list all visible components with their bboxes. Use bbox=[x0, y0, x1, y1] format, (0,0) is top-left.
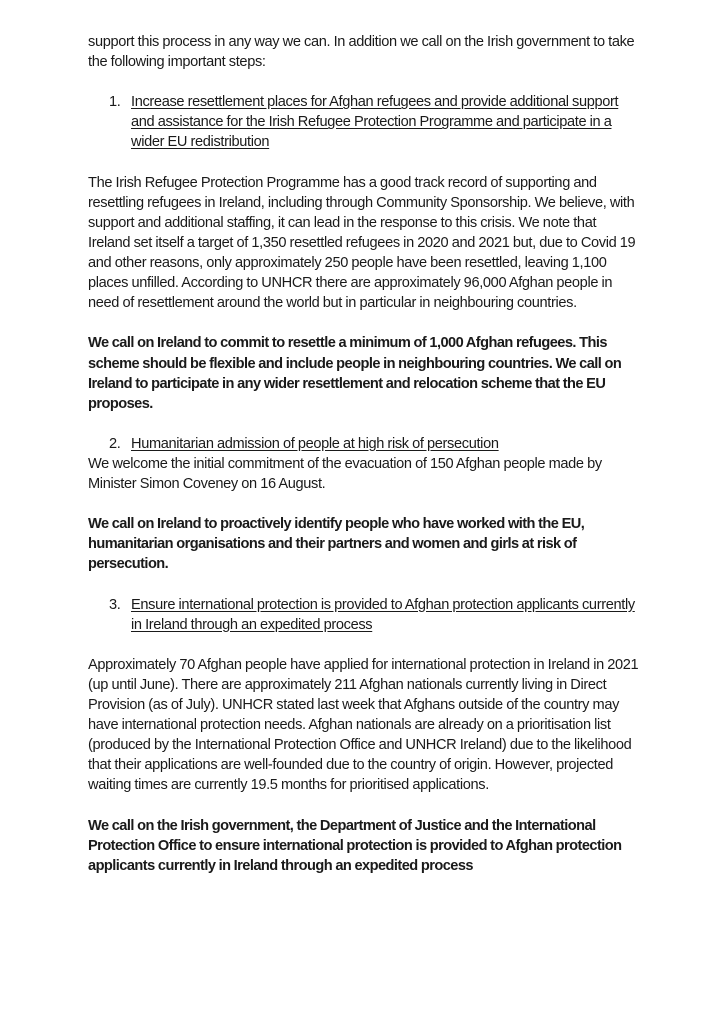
spacer bbox=[88, 575, 640, 595]
list-number: 3. bbox=[109, 596, 121, 613]
list-number: 2. bbox=[109, 435, 121, 452]
spacer bbox=[88, 494, 640, 514]
spacer bbox=[88, 635, 640, 655]
section-heading: Humanitarian admission of people at high risk of persecution bbox=[131, 435, 499, 452]
list-number: 1. bbox=[109, 94, 121, 111]
spacer bbox=[88, 414, 640, 434]
list-item-3 bbox=[88, 595, 640, 635]
section-body: We welcome the initial commitment of the evacuation of 150 Afghan people made by Minister Simon Coveney on 16 August. bbox=[88, 455, 602, 493]
spacer bbox=[88, 153, 640, 173]
call-to-action: We call on the Irish government, the Department of Justice and the International Protection Office to ensure international protection is provided to Afghan protection applicants currently in Ireland through an expedited process bbox=[88, 817, 622, 874]
spacer bbox=[88, 72, 640, 92]
spacer bbox=[88, 313, 640, 333]
intro-paragraph: support this process in any way we can. In addition we call on the Irish government to take the following important steps: bbox=[88, 34, 635, 71]
spacer bbox=[88, 796, 640, 816]
document-page bbox=[88, 32, 640, 876]
section-heading: Increase resettlement places for Afghan refugees and provide additional support and assistance for the Irish Refugee Protection Programme and participate in a wider EU redistribution bbox=[131, 94, 619, 151]
call-to-action: We call on Ireland to proactively identify people who have worked with the EU, humanitarian organisations and their partners and women and girls at risk of persecution. bbox=[88, 516, 585, 573]
section-body: The Irish Refugee Protection Programme has a good track record of supporting and resettling refugees in Ireland, including through Community Sponsorship. We believe, with support and additional staffing, it can lead in the response to this crisis. We note that Ireland set itself a target of 1,350 resettled refugees in 2020 and 2021 but, due to Covid 19 and other reasons, only approximately 250 people have been resettled, leaving 1,100 places unfilled. According to UNHCR there are approximately 96,000 Afghan people in need of resettlement around the world but in particular in neighbouring countries. bbox=[88, 174, 636, 312]
list-item-1 bbox=[88, 92, 640, 152]
section-body: Approximately 70 Afghan people have applied for international protection in Ireland in 2021 (up until June). There are approximately 211 Afghan nationals currently living in Direct Provision (as of July). UNHCR stated last week that Afghans outside of the country may have international protection needs. Afghan nationals are already on a prioritisation list (produced by the International Protection Office and UNHCR Ireland) due to the likelihood that their applications are well-founded due to the country of origin. However, projected waiting times are currently 19.5 months for prioritised applications. bbox=[88, 656, 639, 794]
section-heading: Ensure international protection is provided to Afghan protection applicants currently in Ireland through an expedited process bbox=[131, 596, 635, 633]
call-to-action: We call on Ireland to commit to resettle a minimum of 1,000 Afghan refugees. This scheme should be flexible and include people in neighbouring countries. We call on Ireland to participate in any wider resettlement and relocation scheme that the EU proposes. bbox=[88, 335, 622, 412]
list-item-2 bbox=[88, 434, 640, 454]
